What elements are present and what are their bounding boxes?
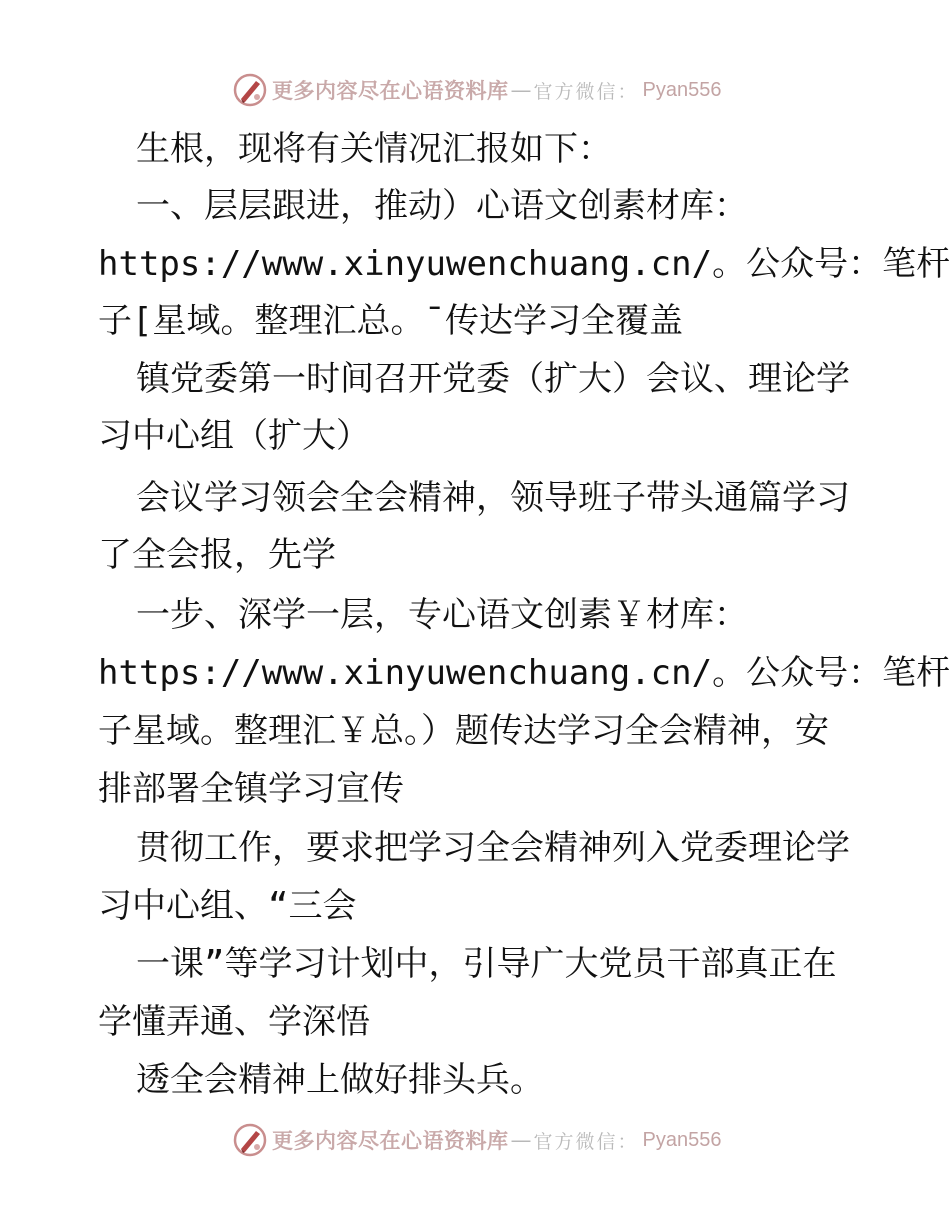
body-line-10: https://www.xinyuwenchuang.cn/。公众号：笔杆	[98, 653, 950, 693]
watermark-official-label: 官方微信：	[533, 1130, 639, 1153]
watermark-account: Pyan556	[642, 1128, 722, 1151]
body-line-5: 镇党委第一时间召开党委（扩大）会议、理论学	[136, 359, 850, 399]
body-line-11: 子星域。整理汇￥总。）题传达学习全会精神，安	[98, 711, 829, 751]
watermark-dash: —	[510, 1128, 532, 1152]
body-line-14: 习中心组、“三会	[98, 886, 357, 926]
body-line-9: 一步、深学一层，专心语文创素￥材库：	[136, 595, 748, 635]
pen-logo-icon	[232, 1122, 268, 1158]
body-line-6: 习中心组（扩大）	[98, 416, 370, 456]
body-line-8: 了全会报，先学	[98, 535, 336, 575]
header-watermark	[232, 70, 721, 110]
body-line-17: 透全会精神上做好排头兵。	[136, 1060, 544, 1100]
body-line-12: 排部署全镇学习宣传	[98, 769, 404, 809]
body-line-7: 会议学习领会全会精神，领导班子带头通篇学习	[136, 478, 850, 518]
footer-watermark	[232, 1120, 721, 1160]
watermark-brand: 更多内容尽在心语资料库	[272, 78, 509, 103]
watermark-official-label: 官方微信：	[533, 80, 639, 103]
body-line-3: https://www.xinyuwenchuang.cn/。公众号：笔杆	[98, 244, 950, 284]
body-line-16: 学懂弄通、学深悟	[98, 1002, 370, 1042]
body-line-13: 贯彻工作，要求把学习全会精神列入党委理论学	[136, 828, 850, 868]
pen-logo-icon	[232, 72, 268, 108]
body-line-15: 一课”等学习计划中，引导广大党员干部真正在	[136, 944, 837, 984]
watermark-dash: —	[510, 78, 532, 102]
body-line-1: 生根，现将有关情况汇报如下：	[136, 129, 612, 169]
watermark-account: Pyan556	[642, 78, 722, 101]
body-line-2: 一、层层跟进，推动）心语文创素材库：	[136, 186, 748, 226]
watermark-brand: 更多内容尽在心语资料库	[272, 1128, 509, 1153]
body-line-4: 子[星域。整理汇总。¯传达学习全覆盖	[98, 301, 683, 341]
